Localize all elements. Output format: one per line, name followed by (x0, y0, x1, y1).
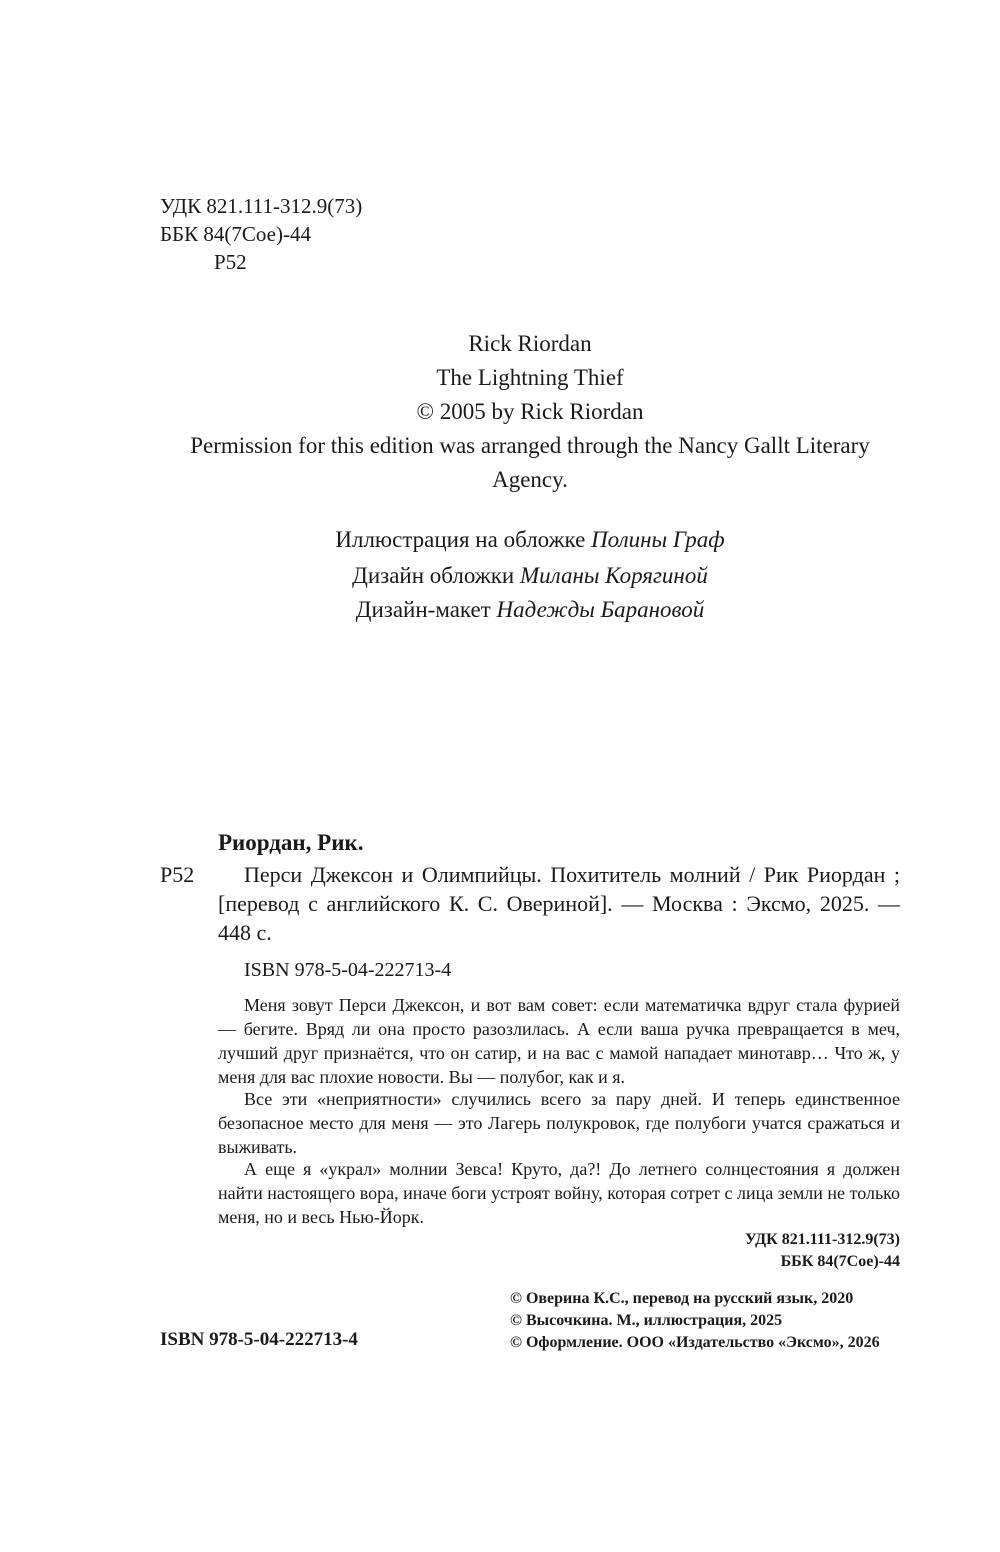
bbk-code: ББК 84(7Сое)-44 (160, 222, 311, 246)
index-bbk: ББК 84(7Сое)-44 (780, 1253, 900, 1270)
credit-cover-design (160, 560, 900, 592)
catalog-description: Перси Джексон и Олимпийцы. Похититель молний / Рик Риордан ; [перевод с английского К. С. Овериной]. — Москва : Эксмо, 2025. — 448 с. (218, 862, 900, 945)
index-udk: УДК 821.111-312.9(73) (745, 1231, 900, 1248)
credit-cover-illustration (160, 524, 900, 556)
credit-layout-design (160, 594, 900, 626)
catalog-author-mark: Р52 (160, 862, 195, 887)
catalog-isbn: ISBN 978-5-04-222713-4 (244, 959, 452, 981)
original-title: The Lightning Thief (436, 365, 624, 390)
annotation-paragraph: Меня зовут Перси Джексон, и вот вам совет: если математичка вдруг стала фурией — бегите. Вряд ли она просто разозлилась. А если ваша ручка превращается в меч, лучший друг признаётся, что он сатир, и на вас с мамой нападает минотавр… Что ж, у меня для вас плохие новости. Вы — полубог, как и я. (218, 995, 900, 1087)
credit-role: Дизайн-макет (355, 597, 491, 622)
permission-note: Permission for this edition was arranged through the Nancy Gallt Literary Agency. (190, 433, 870, 492)
credit-role: Иллюстрация на обложке (335, 527, 586, 552)
catalog-author-heading: Риордан, Рик. (218, 830, 364, 855)
credit-person: Миланы Корягиной (519, 563, 708, 588)
credit-person: Надежды Барановой (496, 597, 705, 622)
annotation-paragraph: Все эти «неприятности» случились всего за пару дней. И теперь единственное безопасное место для меня — это Лагерь полукровок, где полубоги учатся сражаться и выживать. (218, 1089, 900, 1157)
copyright-line: © Оверина К.С., перевод на русский язык, 2020 (510, 1290, 854, 1307)
copyright-line: © Высочкина. М., иллюстрация, 2025 (510, 1312, 783, 1329)
original-copyright: © 2005 by Rick Riordan (416, 399, 644, 424)
isbn-bottom: ISBN 978-5-04-222713-4 (160, 1329, 358, 1350)
annotation-paragraph: А еще я «украл» молнии Зевса! Круто, да?! До летнего солнцестояния я должен найти настоящего вора, иначе боги устроят войну, которая сотрет с лица земли не только меня, но и весь Нью-Йорк. (218, 1159, 900, 1227)
credit-role: Дизайн обложки (352, 563, 515, 588)
udk-code: УДК 821.111-312.9(73) (160, 194, 363, 218)
copyright-line: © Оформление. ООО «Издательство «Эксмо», 2026 (510, 1334, 880, 1351)
credit-person: Полины Граф (591, 527, 725, 552)
author-mark: Р52 (214, 250, 247, 274)
original-author: Rick Riordan (468, 331, 592, 356)
